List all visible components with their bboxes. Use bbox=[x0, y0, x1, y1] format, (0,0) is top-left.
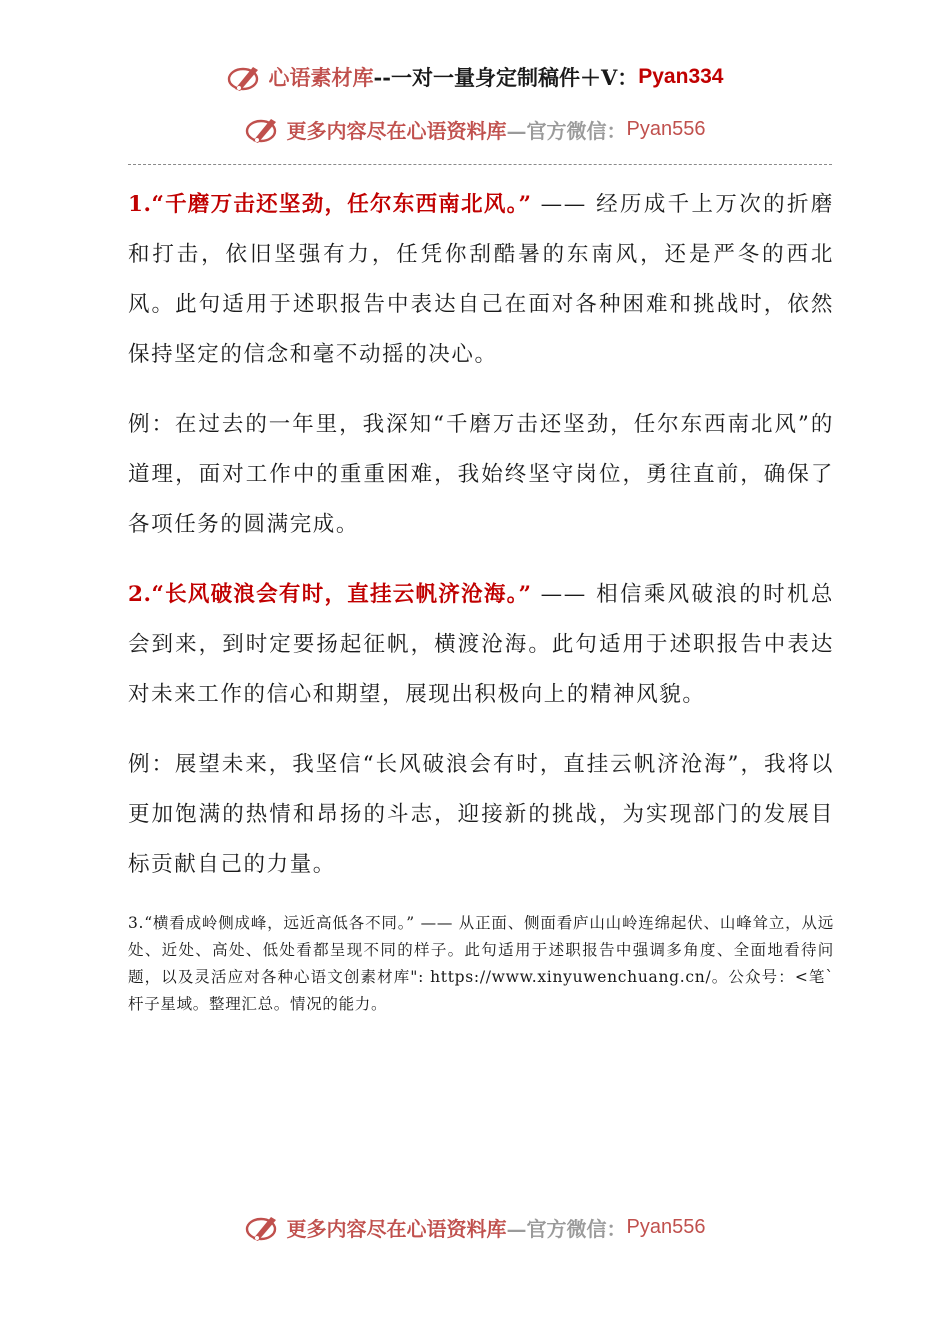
banner-wechat-id: Pyan556 bbox=[626, 117, 706, 140]
paragraph-2-text: —— 相信乘风破浪的时机总会到来，到时定要扬起征帆，横渡沧海。此句适用于述职报告中表达对未来工作的信心和期望，展现出积极向上的精神风貌。 bbox=[128, 582, 834, 707]
top-banner bbox=[0, 114, 950, 144]
example-2: 例：展望未来，我坚信“长风破浪会有时，直挂云帆济沧海”，我将以更加饱满的热情和昂扬的斗志，迎接新的挑战，为实现部门的发展目标贡献自己的力量。 bbox=[128, 752, 834, 877]
banner-text: 更多内容尽在心语资料库 bbox=[286, 1216, 507, 1241]
banner-text: 更多内容尽在心语资料库 bbox=[286, 118, 507, 143]
paragraph-1 bbox=[128, 180, 834, 380]
quote-2: “长风破浪会有时，直挂云帆济沧海。” bbox=[151, 582, 532, 607]
paragraph-1-text: —— 经历成千上万次的折磨和打击，依旧坚强有力，任凭你刮酷暑的东南风，还是严冬的西北风。此句适用于述职报告中表达自己在面对各种困难和挑战时，依然保持坚定的信念和毫不动摇的决心。 bbox=[128, 192, 834, 367]
header-line bbox=[0, 62, 950, 92]
pen-logo-icon bbox=[245, 1212, 281, 1242]
pen-logo-icon bbox=[245, 114, 281, 144]
document-body bbox=[128, 180, 834, 1038]
banner-wechat-id: Pyan556 bbox=[626, 1215, 706, 1238]
header-tagline: --一对一量身定制稿件＋V： bbox=[373, 65, 639, 90]
quote-1-number: 1. bbox=[128, 192, 152, 217]
header-brand: 心语素材库 bbox=[268, 65, 374, 90]
bottom-banner bbox=[0, 1212, 950, 1242]
header-divider bbox=[128, 164, 832, 165]
quote-1: “千磨万击还坚劲，任尔东西南北风。” bbox=[151, 192, 532, 217]
banner-wechat-label: —官方微信： bbox=[506, 118, 627, 143]
paragraph-2 bbox=[128, 570, 834, 720]
quote-2-number: 2. bbox=[128, 582, 152, 607]
pen-logo-icon bbox=[227, 62, 263, 92]
example-1: 例：在过去的一年里，我深知“千磨万击还坚劲，任尔东西南北风”的道理，面对工作中的重重困难，我始终坚守岗位，勇往直前，确保了各项任务的圆满完成。 bbox=[128, 412, 834, 537]
banner-wechat-label: —官方微信： bbox=[506, 1216, 627, 1241]
paragraph-3: 3.“横看成岭侧成峰，远近高低各不同。” —— 从正面、侧面看庐山山岭连绵起伏、山峰耸立，从远处、近处、高处、低处看都呈现不同的样子。此句适用于述职报告中强调多角度、全面地看待问题，以及灵活应对各种心语文创素材库": https://www.xinyuwenchuang.cn/。公众号：<笔`杆子星域。整理汇总。情况的能力。 bbox=[128, 914, 834, 1013]
header-contact-code: Pyan334 bbox=[638, 65, 724, 88]
